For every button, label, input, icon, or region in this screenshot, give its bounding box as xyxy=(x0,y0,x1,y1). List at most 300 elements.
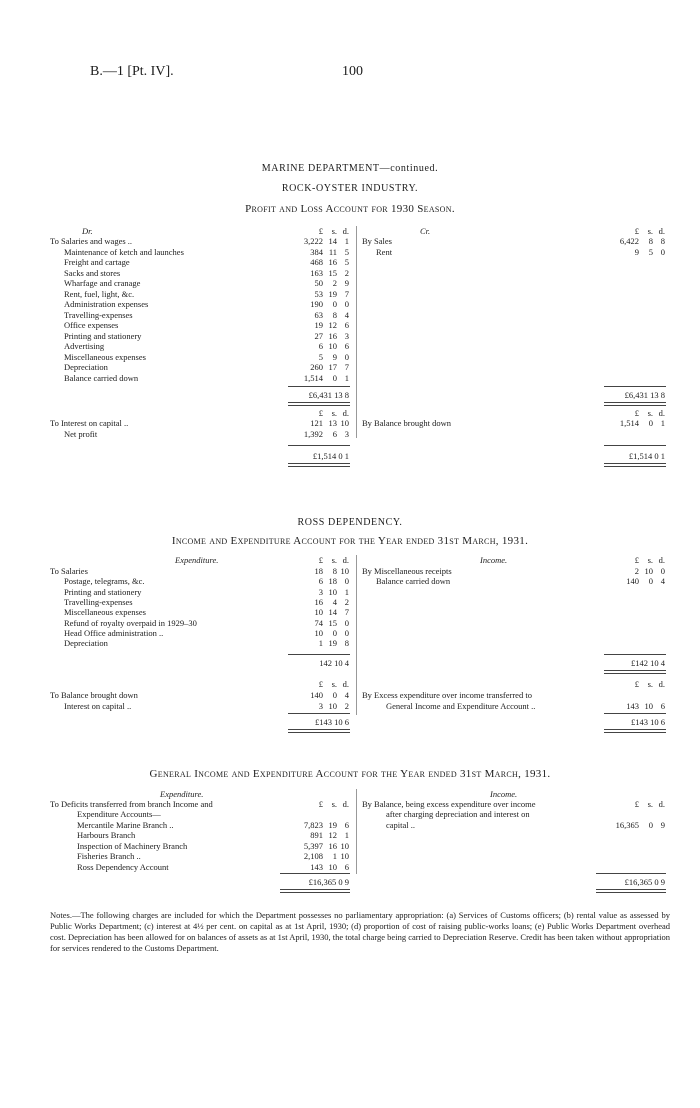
gen-double-rule-right xyxy=(596,889,666,893)
pl-debit-row xyxy=(0,278,700,288)
gen-debit-row-pence: 6 xyxy=(344,819,349,830)
industry-title: ROCK-OYSTER INDUSTRY. xyxy=(281,183,419,194)
pl-debit-row-label: Office expenses xyxy=(64,320,119,330)
pl-credit-row xyxy=(0,236,700,246)
gen-credit-line2: after charging depreciation and interest on xyxy=(386,809,530,819)
ross-right-heads-shillings: s. xyxy=(647,555,653,565)
gen-double-rule-left xyxy=(280,889,350,893)
pl-debit-row-amount xyxy=(291,352,349,362)
ross-credit-row-shillings: 10 xyxy=(644,566,653,576)
pl-debit-row-pounds: 27 xyxy=(314,330,323,341)
ross-debit-row-pence: 7 xyxy=(344,607,349,618)
pl-debit-row-amount xyxy=(291,299,349,309)
ross-debit-row-amount xyxy=(291,638,349,648)
ross-income-label: Income. xyxy=(480,555,508,565)
pl-debit-row xyxy=(0,257,700,267)
ross-right-heads-pounds: £ xyxy=(634,555,639,565)
ross2-credit-row-shillings: 10 xyxy=(644,700,653,711)
ross2-right-heads-shillings: s. xyxy=(647,679,653,689)
pl-debit-row-amount xyxy=(291,373,349,383)
ross-debit-row-shillings: 10 xyxy=(328,586,337,597)
gen-debit-row-pence: 10 xyxy=(340,851,349,861)
pl-debit-row-pounds: 5 xyxy=(318,351,323,362)
ross-total-right: £142 10 4 xyxy=(631,658,665,668)
pl-debit-row-pounds: 53 xyxy=(314,288,323,299)
gen-debit-row-pence: 6 xyxy=(344,861,349,872)
pl2-debit-row-pounds: 121 xyxy=(310,418,323,428)
ross2-total-right: £143 10 6 xyxy=(631,717,665,727)
pl-debit-row-shillings: 12 xyxy=(328,320,337,330)
pl-debit-row-shillings: 15 xyxy=(328,267,337,278)
pl-debit-row-pounds: 6 xyxy=(318,341,323,351)
gen-left-heads-pence: d. xyxy=(342,799,349,809)
ross-credit-row-label: By Miscellaneous receipts xyxy=(362,566,452,576)
ross-debit-row-label: Postage, telegrams, &c. xyxy=(64,576,145,587)
pl-total-left: £6,431 13 8 xyxy=(308,390,349,400)
pl-debit-row-pence: 5 xyxy=(344,246,349,257)
ross2-debit-row-amount xyxy=(291,690,349,700)
ross-debit-row-pence: 2 xyxy=(344,596,349,607)
ross-debit-row xyxy=(0,628,700,638)
gen-rule-left xyxy=(280,873,350,874)
ross-debit-row-label: Travelling-expenses xyxy=(64,596,133,607)
pl2-debit-row-label: To Interest on capital .. xyxy=(50,418,129,428)
gen-debit-row-label: Ross Dependency Account xyxy=(77,861,169,872)
pl-debit-row-shillings: 9 xyxy=(332,351,337,362)
gen-right-heads-shillings: s. xyxy=(647,799,653,809)
pl2-credit-row xyxy=(0,418,700,428)
gen-left-heads-shillings: s. xyxy=(331,799,337,809)
ross-debit-row-shillings: 14 xyxy=(328,607,337,618)
pl-debit-row-pence: 1 xyxy=(344,372,349,383)
pl-debit-row-shillings: 2 xyxy=(332,278,337,288)
pl-debit-row-pounds: 1,514 xyxy=(303,372,323,383)
pl2-debit-row xyxy=(0,429,700,439)
pl2-credit-row-amount xyxy=(607,418,665,428)
ross2-debit-row-label: Interest on capital .. xyxy=(64,700,132,711)
ross-credit-row xyxy=(0,566,700,576)
pl-credit-row-shillings: 8 xyxy=(648,236,653,246)
ross-debit-row-label: To Salaries xyxy=(50,566,88,576)
pl-debit-row-pence: 2 xyxy=(344,267,349,278)
pl-debit-row-amount xyxy=(291,331,349,341)
gen-debit-intro2: Expenditure Accounts— xyxy=(77,809,161,819)
ross-credit-row-pounds: 2 xyxy=(634,566,639,576)
ross-debit-row-pounds: 18 xyxy=(314,566,323,576)
pl-debit-row-pence: 6 xyxy=(344,341,349,351)
pl2-credit-row-pounds: 1,514 xyxy=(619,418,639,428)
ross2-debit-row-pence: 2 xyxy=(344,700,349,711)
gen-right-heads-pence: d. xyxy=(658,799,665,809)
pl-credit-row-shillings: 5 xyxy=(648,246,653,257)
pl-debit-row xyxy=(0,373,700,383)
gen-debit-row-pounds: 5,397 xyxy=(303,840,323,851)
ross-left-heads xyxy=(291,555,349,565)
gen-debit-row-pounds: 891 xyxy=(310,830,323,840)
ross2-credit-row-pence: 6 xyxy=(660,700,665,711)
gen-credit-line1: By Balance, being excess expenditure over income xyxy=(362,799,536,809)
ross2-credit-row xyxy=(0,701,700,711)
gen-total-left: £16,365 0 9 xyxy=(308,877,349,887)
pl-credit-row-amount xyxy=(607,236,665,246)
ross-debit-row-amount xyxy=(291,597,349,607)
pl2-debit-row-pence: 10 xyxy=(340,418,349,428)
ross-right-heads xyxy=(607,555,665,565)
ross-credit-row-shillings: 0 xyxy=(648,576,653,587)
pl2-credit-row-pence: 1 xyxy=(660,418,665,428)
ross-rule-left xyxy=(288,654,350,655)
pl2-debit-row-label: Net profit xyxy=(64,429,98,439)
pl-debit-row-amount xyxy=(291,278,349,288)
ross-debit-row-shillings: 8 xyxy=(332,566,337,576)
pl-debit-row-label: Wharfage and cranage xyxy=(64,278,141,288)
pl-credit-row-amount xyxy=(607,247,665,257)
pl-debit-row-pence: 7 xyxy=(344,288,349,299)
pl-debit-row-amount xyxy=(291,289,349,299)
ross2-debit-row xyxy=(0,690,700,700)
ross-debit-row-pence: 10 xyxy=(340,566,349,576)
pl-credit-row-label: Rent xyxy=(376,246,393,257)
ross-debit-row xyxy=(0,587,700,597)
pl2-double-rule-left xyxy=(288,463,350,467)
pl2-debit-row-pounds: 1,392 xyxy=(303,429,323,439)
pl2-credit-row-label: By Balance brought down xyxy=(362,418,451,428)
ross-ie-title: Income and Expenditure Account for the Year ended 31st March, 1931. xyxy=(171,535,529,547)
gen-credit-row-amount xyxy=(607,820,665,830)
gen-debit-row-pounds: 7,823 xyxy=(303,819,323,830)
ross-credit-row-amount xyxy=(607,576,665,586)
gen-total-right: £16,365 0 9 xyxy=(624,877,665,887)
ross-subtotal-left: 142 10 4 xyxy=(319,658,349,668)
ross-rule-right xyxy=(604,654,666,655)
pl-debit-row-pounds: 63 xyxy=(314,309,323,320)
pl2-debit-row-amount xyxy=(291,429,349,439)
pl-debit-row-amount xyxy=(291,341,349,351)
pl-debit-row-label: Printing and stationery xyxy=(64,330,142,341)
pl-credit-row-pence: 0 xyxy=(660,246,665,257)
ross-debit-row-label: Head Office administration .. xyxy=(64,627,164,638)
pl2-debit-row-shillings: 6 xyxy=(332,429,337,439)
pl-debit-row-shillings: 14 xyxy=(328,236,337,246)
pl-cr-label: Cr. xyxy=(420,226,431,236)
gen-debit-row xyxy=(0,851,700,861)
pl-right-heads-pence: d. xyxy=(658,226,665,236)
ross2-total-left: £143 10 6 xyxy=(315,717,349,727)
pl2-left-heads xyxy=(291,408,349,418)
pl2-right-heads-pounds: £ xyxy=(634,408,639,418)
pl-debit-row-pounds: 468 xyxy=(310,257,323,267)
ross2-left-heads-shillings: s. xyxy=(331,679,337,689)
pl-debit-row-label: Maintenance of ketch and launches xyxy=(64,246,184,257)
ross-debit-row xyxy=(0,607,700,617)
ross2-debit-row-shillings: 0 xyxy=(332,690,337,700)
pl-debit-row-label: Freight and cartage xyxy=(64,257,130,267)
ross-left-heads-shillings: s. xyxy=(331,555,337,565)
pl-debit-row-pence: 5 xyxy=(344,257,349,267)
ross2-double-rule-right xyxy=(604,729,666,733)
ross2-rule-left xyxy=(288,713,350,714)
gen-debit-row-shillings: 1 xyxy=(332,851,337,861)
pl-debit-row-pounds: 190 xyxy=(310,299,323,309)
ross-debit-row-pence: 0 xyxy=(344,576,349,587)
ross-credit-row-pence: 0 xyxy=(660,566,665,576)
pl-debit-row-amount xyxy=(291,320,349,330)
pl-debit-row-shillings: 17 xyxy=(328,362,337,372)
pl-debit-row-label: To Salaries and wages .. xyxy=(50,236,133,246)
pl-debit-row-shillings: 8 xyxy=(332,309,337,320)
pl-debit-row-pounds: 50 xyxy=(314,278,323,288)
pl-debit-row-pence: 0 xyxy=(344,299,349,309)
ross2-left-heads-pounds: £ xyxy=(318,679,323,689)
pl-debit-row-label: Balance carried down xyxy=(64,372,139,383)
ross-left-heads-pounds: £ xyxy=(318,555,323,565)
pl-left-heads-shillings: s. xyxy=(331,226,337,236)
pl-debit-row-pence: 9 xyxy=(344,278,349,288)
gen-credit-row-pounds: 16,365 xyxy=(615,819,639,830)
notes-paragraph: Notes.—The following charges are included for which the Department possesses no parliamentary appropriation: (a) Services of Customs officers; (b) rental value as assessed by Public Works Department; (c) interest at 4½ per cent. on capital as at 1st April, 1930; (d) proportion of cost of raising public-works loans; (e) Public Works Department overhead cost. Depreciation has been allowed for on balances of assets as at 1st April, 1930, the total charge being carried to Depreciation Reserve. Credit has been taken without appropriation for services rendered to the Customs Department. xyxy=(50,910,670,953)
gen-debit-row-shillings: 10 xyxy=(328,861,337,872)
ross2-left-heads-pence: d. xyxy=(342,679,349,689)
pl2-left-heads-pence: d. xyxy=(342,408,349,418)
ross-debit-row-amount xyxy=(291,607,349,617)
pl2-right-heads-shillings: s. xyxy=(647,408,653,418)
ross-credit-row-pounds: 140 xyxy=(626,576,639,587)
ross2-left-heads xyxy=(291,679,349,689)
pl-debit-row-amount xyxy=(291,268,349,278)
ross2-right-heads-pounds: £ xyxy=(634,679,639,689)
pl-debit-row-shillings: 11 xyxy=(328,246,337,257)
pl-debit-row xyxy=(0,331,700,341)
pl-debit-row-shillings: 19 xyxy=(328,288,337,299)
general-ie-title: General Income and Expenditure Account for the Year ended 31st March, 1931. xyxy=(149,768,551,780)
pl2-left-heads-shillings: s. xyxy=(331,408,337,418)
gen-debit-row-shillings: 12 xyxy=(328,830,337,840)
pl-debit-row-shillings: 10 xyxy=(328,341,337,351)
ross-debit-row xyxy=(0,638,700,648)
ross-debit-row-pence: 1 xyxy=(344,586,349,597)
pl2-total-right: £1,514 0 1 xyxy=(628,451,665,461)
ross2-credit-row-amount xyxy=(607,701,665,711)
ross2-debit-row-label: To Balance brought down xyxy=(50,690,138,700)
pl2-double-rule-right xyxy=(604,463,666,467)
gen-debit-intro1: To Deficits transferred from branch Income and xyxy=(50,799,213,809)
ross-expenditure-label: Expenditure. xyxy=(175,555,219,565)
ross-debit-row-shillings: 19 xyxy=(328,638,337,649)
gen-debit-row-shillings: 16 xyxy=(328,840,337,851)
pl-left-heads-pounds: £ xyxy=(318,226,323,236)
gen-rule-right xyxy=(596,873,666,874)
ross-debit-row xyxy=(0,597,700,607)
ross-right-heads-pence: d. xyxy=(658,555,665,565)
ross2-debit-row-pounds: 3 xyxy=(318,700,323,711)
pl2-rule-right xyxy=(604,445,666,446)
ross-debit-row-shillings: 18 xyxy=(328,576,337,587)
gen-left-heads xyxy=(291,799,349,809)
ross2-debit-row-pounds: 140 xyxy=(310,690,323,700)
pl-left-heads xyxy=(291,226,349,236)
ross-debit-row-pence: 0 xyxy=(344,617,349,628)
pl2-right-heads xyxy=(607,408,665,418)
pl-debit-row-amount xyxy=(291,310,349,320)
pl-right-heads-pounds: £ xyxy=(634,226,639,236)
pl-debit-row-shillings: 0 xyxy=(332,372,337,383)
gen-right-heads xyxy=(607,799,665,809)
ross-debit-row-pounds: 3 xyxy=(318,586,323,597)
ross-credit-row-pence: 4 xyxy=(660,576,665,587)
gen-income-label: Income. xyxy=(490,789,518,799)
ross-debit-row-pounds: 10 xyxy=(314,627,323,638)
pl-debit-row-pence: 7 xyxy=(344,362,349,372)
gen-debit-row-label: Mercantile Marine Branch .. xyxy=(77,819,174,830)
ross2-debit-row-pence: 4 xyxy=(344,690,349,700)
ross-debit-row-pence: 8 xyxy=(344,638,349,649)
gen-right-heads-pounds: £ xyxy=(634,799,639,809)
pl2-left-heads-pounds: £ xyxy=(318,408,323,418)
pl-debit-row xyxy=(0,268,700,278)
gen-debit-row-label: Harbours Branch xyxy=(77,830,136,840)
pl-credit-row-label: By Sales xyxy=(362,236,392,246)
pl-debit-row-label: Advertising xyxy=(64,341,105,351)
pl-debit-row-pence: 6 xyxy=(344,320,349,330)
ross2-right-heads-pence: d. xyxy=(658,679,665,689)
department-title-text: MARINE DEPARTMENT—continued. xyxy=(261,163,439,174)
gen-debit-row-amount xyxy=(291,862,349,872)
gen-debit-row-amount xyxy=(291,830,349,840)
pl-double-rule-right xyxy=(604,402,666,406)
pl-debit-row-pounds: 260 xyxy=(310,362,323,372)
pl-credit-row xyxy=(0,247,700,257)
pl-right-heads xyxy=(607,226,665,236)
pl-debit-row-label: Miscellaneous expenses xyxy=(64,351,146,362)
ross-credit-row xyxy=(0,576,700,586)
pl-debit-row xyxy=(0,341,700,351)
pl-credit-row-pounds: 9 xyxy=(634,246,639,257)
pl-debit-row-pence: 3 xyxy=(344,330,349,341)
pl-debit-row-label: Travelling-expenses xyxy=(64,309,133,320)
pl2-debit-row-shillings: 13 xyxy=(328,418,337,428)
pl-debit-row xyxy=(0,289,700,299)
ross2-credit-line1: By Excess expenditure over income transferred to xyxy=(362,690,532,700)
pl2-credit-row-shillings: 0 xyxy=(648,418,653,428)
gen-debit-row-label: Fisheries Branch .. xyxy=(77,851,141,861)
pl-debit-row-shillings: 0 xyxy=(332,299,337,309)
ross2-rule-right xyxy=(604,713,666,714)
pl-debit-row-amount xyxy=(291,362,349,372)
gen-debit-row-pence: 1 xyxy=(344,830,349,840)
gen-left-heads-pounds: £ xyxy=(318,799,323,809)
pl-debit-row xyxy=(0,362,700,372)
page-reference: B.—1 [Pt. IV]. xyxy=(90,64,174,79)
pl2-right-heads-pence: d. xyxy=(658,408,665,418)
ross-debit-row-label: Miscellaneous expenses xyxy=(64,607,146,618)
pl-debit-row-pence: 4 xyxy=(344,309,349,320)
gen-debit-row-amount xyxy=(291,851,349,861)
pl-debit-row-label: Administration expenses xyxy=(64,299,149,309)
pl-debit-row xyxy=(0,352,700,362)
ross2-debit-row-shillings: 10 xyxy=(328,700,337,711)
pl-divider xyxy=(356,226,357,438)
ross-debit-row-pounds: 6 xyxy=(318,576,323,587)
gen-debit-row-pounds: 2,108 xyxy=(303,851,323,861)
ross-debit-row-pounds: 10 xyxy=(314,607,323,618)
ross-debit-row-pounds: 1 xyxy=(318,638,323,649)
department-title xyxy=(0,163,700,174)
ross-debit-row-label: Depreciation xyxy=(64,638,108,649)
ross2-credit-row-label: General Income and Expenditure Account .. xyxy=(386,700,536,711)
pl2-total-left: £1,514 0 1 xyxy=(312,451,349,461)
pl-debit-row-pounds: 19 xyxy=(314,320,323,330)
pl-debit-row-label: Rent, fuel, light, &c. xyxy=(64,288,135,299)
pl-debit-row-pounds: 3,222 xyxy=(303,236,323,246)
pl-account-title: Profit and Loss Account for 1930 Season. xyxy=(245,203,455,215)
ross-debit-row-label: Printing and stationery xyxy=(64,586,142,597)
gen-credit-row xyxy=(0,820,700,830)
ross-left-heads-pence: d. xyxy=(342,555,349,565)
pl-total-right: £6,431 13 8 xyxy=(624,390,665,400)
ross-credit-row-amount xyxy=(607,566,665,576)
pl-debit-row xyxy=(0,299,700,309)
gen-debit-row-pounds: 143 xyxy=(310,861,323,872)
pl-credit-row-pounds: 6,422 xyxy=(619,236,639,246)
pl-debit-row-amount xyxy=(291,257,349,267)
ross2-double-rule-left xyxy=(288,729,350,733)
page-number: 100 xyxy=(342,64,363,79)
pl-debit-row-pence: 1 xyxy=(344,236,349,246)
pl-debit-row-pounds: 163 xyxy=(310,267,323,278)
gen-credit-row-shillings: 0 xyxy=(648,819,653,830)
pl-debit-row-label: Sacks and stores xyxy=(64,267,121,278)
pl-debit-row-label: Depreciation xyxy=(64,362,108,372)
ross2-credit-row-pounds: 143 xyxy=(626,700,639,711)
gen-credit-row-label: capital .. xyxy=(386,819,416,830)
pl-debit-row xyxy=(0,310,700,320)
ross-debit-row-pounds: 74 xyxy=(314,617,323,628)
pl-dr-label: Dr. xyxy=(82,226,93,236)
gen-debit-row xyxy=(0,862,700,872)
pl-rule-left xyxy=(288,386,350,387)
pl-debit-row-pence: 0 xyxy=(344,351,349,362)
ross-dependency-title: ROSS DEPENDENCY. xyxy=(297,517,403,528)
gen-expenditure-label: Expenditure. xyxy=(160,789,204,799)
ross-debit-row-amount xyxy=(291,628,349,638)
ross-debit-row-shillings: 0 xyxy=(332,627,337,638)
pl-rule-right xyxy=(604,386,666,387)
pl-debit-row xyxy=(0,320,700,330)
ross-credit-row-label: Balance carried down xyxy=(376,576,451,587)
pl-debit-row-pounds: 384 xyxy=(310,246,323,257)
pl2-debit-row-pence: 3 xyxy=(344,429,349,439)
gen-debit-row xyxy=(0,830,700,840)
ross-debit-row xyxy=(0,618,700,628)
pl-debit-row-shillings: 16 xyxy=(328,330,337,341)
pl-credit-row-pence: 8 xyxy=(660,236,665,246)
ross-debit-row-amount xyxy=(291,587,349,597)
pl-left-heads-pence: d. xyxy=(342,226,349,236)
gen-debit-row-amount xyxy=(291,841,349,851)
pl-double-rule-left xyxy=(288,402,350,406)
gen-debit-row-pence: 10 xyxy=(340,840,349,851)
gen-debit-row-shillings: 19 xyxy=(328,819,337,830)
pl-debit-row-shillings: 16 xyxy=(328,257,337,267)
pl2-rule-left xyxy=(288,445,350,446)
gen-divider xyxy=(356,789,357,874)
gen-debit-row xyxy=(0,841,700,851)
ross-debit-row-pounds: 16 xyxy=(314,596,323,607)
pl-right-heads-shillings: s. xyxy=(647,226,653,236)
ross-debit-row-label: Refund of royalty overpaid in 1929–30 xyxy=(64,617,197,628)
gen-debit-row-label: Inspection of Machinery Branch xyxy=(77,840,188,851)
ross-debit-row-amount xyxy=(291,618,349,628)
